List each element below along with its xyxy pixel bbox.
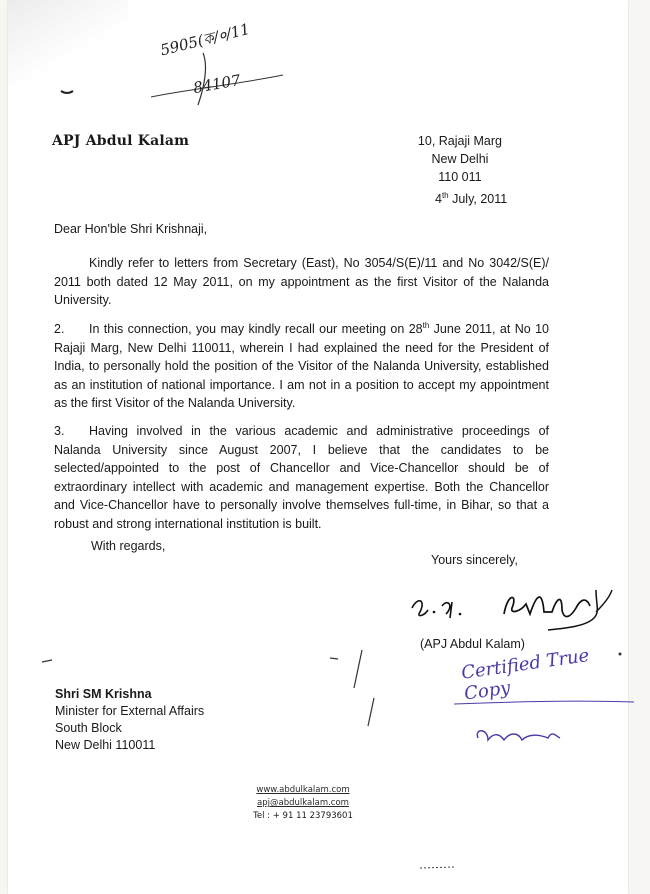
footer-email-link[interactable]: apj@abdulkalam.com [257, 798, 349, 808]
address-line2: New Delhi [431, 152, 489, 166]
recipient-name: Shri SM Krishna [55, 687, 152, 701]
dash-mark [60, 88, 74, 96]
bottom-mark [418, 864, 458, 872]
paragraph-1: Kindly refer to letters from Secretary (East), No 3054/S(E)/11 and No 3042/S(E)/ 2011 both dated 12 May 2011, on my appointment as the first Visitor of the Nalanda University. [54, 256, 549, 307]
closing-regards: With regards, [91, 539, 166, 553]
date-day-suffix: th [441, 191, 449, 200]
signature-name: (APJ Abdul Kalam) [420, 637, 525, 651]
sender-address [418, 132, 502, 186]
paragraph-3 [54, 422, 549, 533]
recipient-city: New Delhi 110011 [55, 738, 156, 752]
signature [400, 578, 620, 644]
closing-yours: Yours sincerely, [431, 553, 518, 567]
paragraph-3-text: Having involved in the various academic and administrative proceedings of Nalanda University since August 2007, I believe that the candidates to be selected/appointed to the post of Chancellor and Vice-Chancellor should be of extraordinary intellect with academic and management expertise. Both the Chancellor and Vice-Chancellor have to personally involve themselves full-time, in Bihar, so that a robust and strong international institution is built. [54, 424, 549, 531]
paragraph-2-before: In this connection, you may kindly recall our meeting on 28 [89, 322, 423, 336]
stamp-ref-number: 5905 [158, 32, 200, 60]
stamp-ref-suffix: (ক/०/11 [195, 19, 252, 51]
address-line3: 110 011 [438, 170, 482, 184]
letter-page [8, 0, 628, 894]
recipient-office: South Block [55, 721, 122, 735]
sender-name: APJ Abdul Kalam [52, 133, 190, 149]
recipient-title: Minister for External Affairs [55, 704, 205, 718]
paragraph-2-after: June 2011, at No 10 Rajaji Marg, New Delhi 110011, wherein I had explained the need for the President of India, to personally hold the position of the Visitor of the Nalanda University, established as an institution of national importance. I am not in a position to accept my appointment as the first Visitor of the Nalanda University. [54, 322, 549, 410]
certified-marks [448, 690, 638, 760]
page-fold [8, 0, 128, 90]
footer-website-link[interactable]: www.abdulkalam.com [256, 785, 350, 795]
paragraph-2-sup: th [422, 320, 430, 330]
paragraph-3-number: 3. [54, 424, 65, 438]
footer-phone: Tel : + 91 11 23793601 [253, 811, 353, 821]
paragraph-2 [54, 320, 549, 413]
certified-annotation: Certified True Copy [460, 645, 591, 705]
footer-contacts [248, 784, 358, 823]
stamp-ref-line2: 84107 [191, 70, 242, 98]
paragraph-2-number: 2. [54, 322, 65, 336]
date-day: 4 [435, 192, 442, 207]
date-rest: July, 2011 [448, 192, 508, 207]
letter-date [435, 191, 507, 206]
address-line1: 10, Rajaji Marg [417, 134, 502, 148]
salutation: Dear Hon'ble Shri Krishnaji, [54, 222, 208, 236]
